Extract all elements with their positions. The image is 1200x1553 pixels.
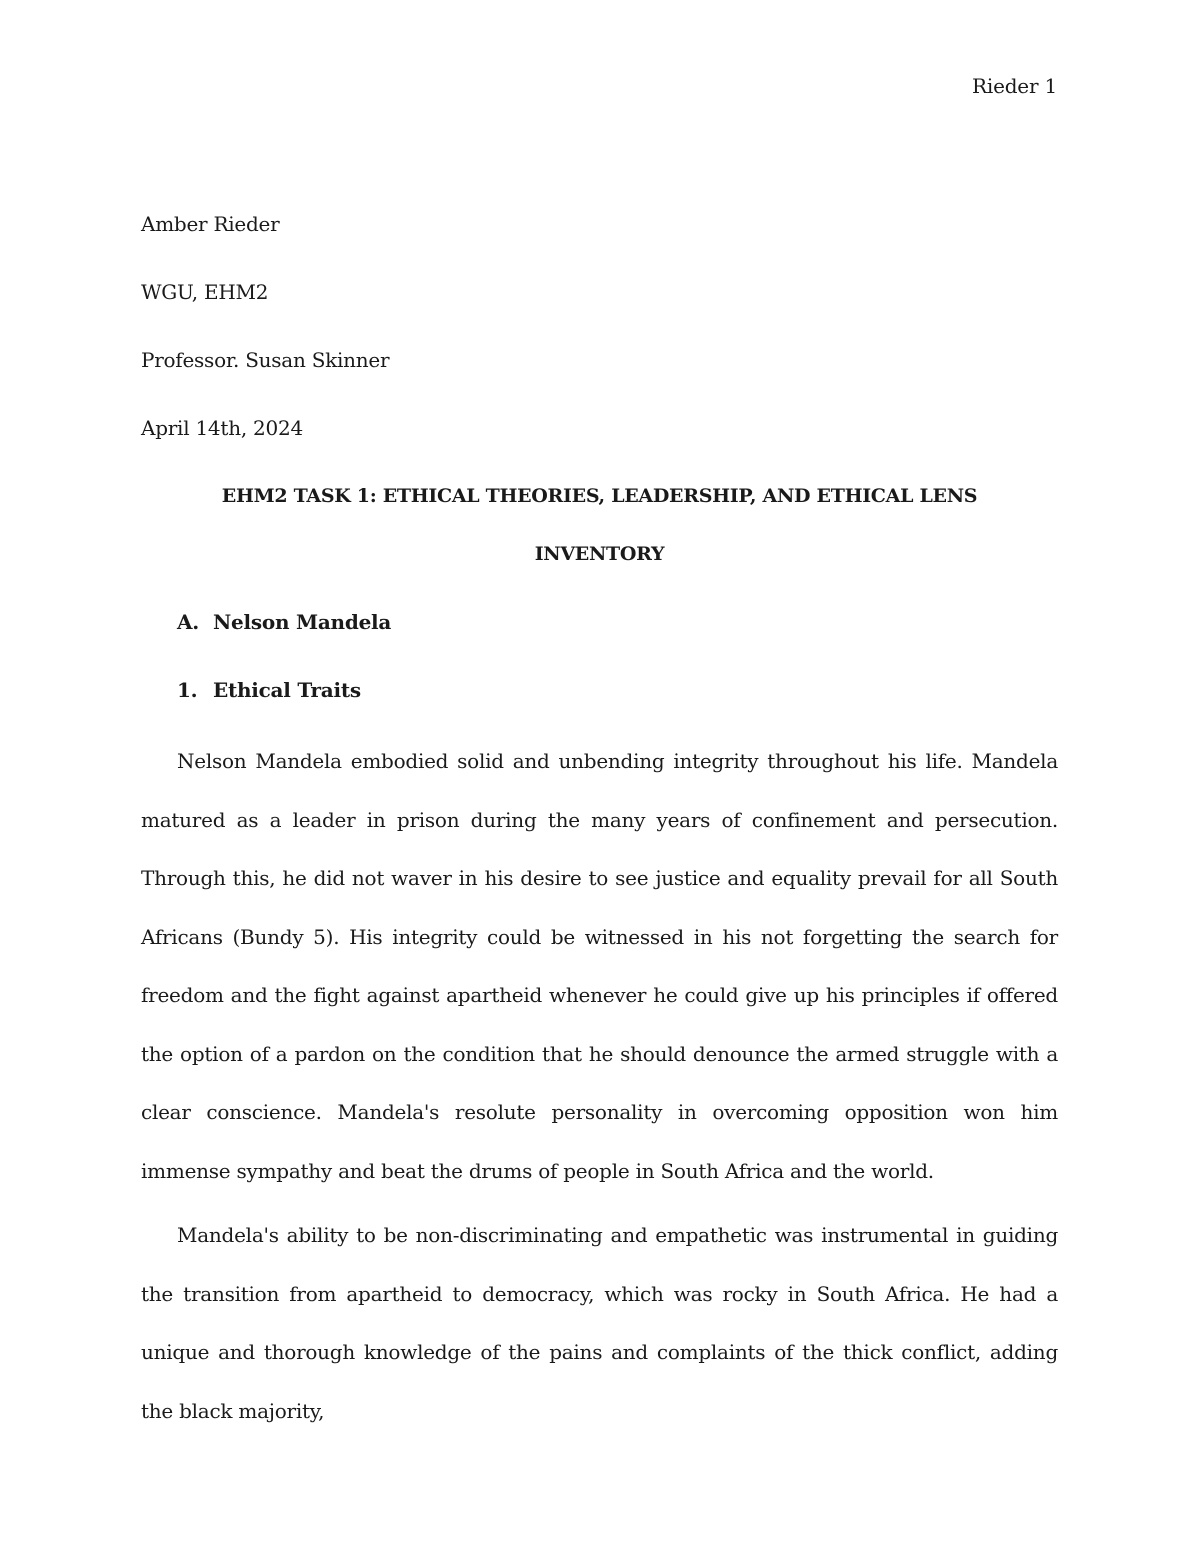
- section-heading-a: [141, 606, 1058, 674]
- author-name: Amber Rieder: [141, 212, 280, 236]
- subsection-heading-1: [141, 674, 1058, 732]
- section-number: A.: [177, 610, 199, 634]
- running-head: Rieder 1: [972, 74, 1057, 98]
- body-paragraph-1: Nelson Mandela embodied solid and unbending integrity throughout his life. Mandela matured as a leader in prison during the many years of confinement and persecution. Through this, he did not waver in his desire to see justice and equality prevail for all South Africans (Bundy 5). His integrity could be witnessed in his not forgetting the search for freedom and the fight against apartheid whenever he could give up his principles if offered the option of a pardon on the condition that he should denounce the armed struggle with a clear conscience. Mandela's resolute personality in overcoming opposition won him immense sympathy and beat the drums of people in South Africa and the world.: [141, 749, 1058, 1183]
- section-label: Nelson Mandela: [213, 610, 392, 634]
- document-title-line-1: EHM2 TASK 1: ETHICAL THEORIES, LEADERSHIP, AND ETHICAL LENS: [221, 485, 978, 507]
- course-name: WGU, EHM2: [141, 280, 269, 304]
- professor-name: Professor. Susan Skinner: [141, 348, 390, 372]
- subsection-number: 1.: [177, 678, 198, 702]
- document-title-line-2: INVENTORY: [534, 543, 665, 565]
- document-body: [141, 208, 1058, 1440]
- subsection-label: Ethical Traits: [213, 678, 361, 702]
- body-paragraph-2: Mandela's ability to be non-discriminating and empathetic was instrumental in guiding the transition from apartheid to democracy, which was rocky in South Africa. He had a unique and thorough knowledge of the pains and complaints of the thick conflict, adding the black majority,: [141, 1223, 1058, 1423]
- submission-date: April 14th, 2024: [141, 416, 303, 440]
